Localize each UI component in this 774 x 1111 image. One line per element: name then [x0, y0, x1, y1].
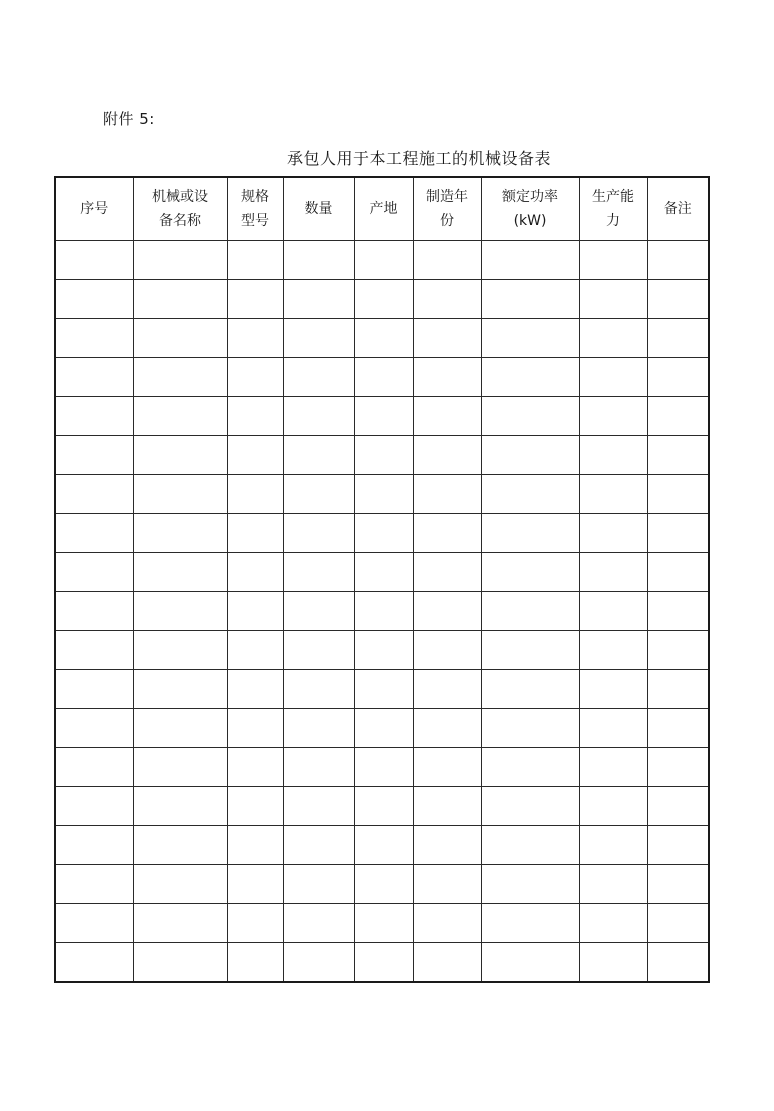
table-cell[interactable]	[579, 670, 647, 709]
table-cell[interactable]	[413, 943, 481, 983]
table-cell[interactable]	[133, 436, 227, 475]
table-cell[interactable]	[413, 787, 481, 826]
table-cell[interactable]	[354, 631, 413, 670]
header-remarks	[647, 177, 709, 241]
table-cell[interactable]	[579, 553, 647, 592]
table-cell[interactable]	[579, 475, 647, 514]
table-row	[55, 358, 709, 397]
table-cell[interactable]	[413, 397, 481, 436]
table-cell[interactable]	[133, 787, 227, 826]
header-equipment-name	[133, 177, 227, 241]
attachment-label: 附件 5:	[103, 110, 155, 128]
header-line: 份	[440, 213, 454, 229]
table-row	[55, 319, 709, 358]
table-cell[interactable]	[354, 319, 413, 358]
table-cell[interactable]	[133, 280, 227, 319]
table-row	[55, 397, 709, 436]
table-cell[interactable]	[579, 319, 647, 358]
table-cell[interactable]	[481, 592, 579, 631]
table-cell[interactable]	[283, 553, 354, 592]
equipment-table	[54, 176, 710, 983]
header-line: 规格	[241, 189, 269, 205]
header-origin	[354, 177, 413, 241]
table-cell[interactable]	[647, 358, 709, 397]
table-cell[interactable]	[55, 865, 133, 904]
table-cell[interactable]	[413, 865, 481, 904]
table-cell[interactable]	[413, 670, 481, 709]
table-cell[interactable]	[133, 943, 227, 983]
table-cell[interactable]	[579, 943, 647, 983]
table-cell[interactable]	[227, 631, 283, 670]
table-cell[interactable]	[413, 319, 481, 358]
table-cell[interactable]	[133, 631, 227, 670]
table-cell[interactable]	[481, 826, 579, 865]
table-cell[interactable]	[579, 709, 647, 748]
table-cell[interactable]	[55, 436, 133, 475]
table-cell[interactable]	[647, 592, 709, 631]
table-row	[55, 904, 709, 943]
table-cell[interactable]	[283, 592, 354, 631]
table-cell[interactable]	[283, 631, 354, 670]
table-cell[interactable]	[481, 514, 579, 553]
table-cell[interactable]	[481, 319, 579, 358]
table-cell[interactable]	[283, 475, 354, 514]
table-cell[interactable]	[354, 358, 413, 397]
table-cell[interactable]	[354, 397, 413, 436]
table-cell[interactable]	[413, 280, 481, 319]
table-cell[interactable]	[283, 397, 354, 436]
table-cell[interactable]	[354, 709, 413, 748]
table-cell[interactable]	[55, 397, 133, 436]
table-row	[55, 280, 709, 319]
table-cell[interactable]	[55, 553, 133, 592]
table-cell[interactable]	[283, 826, 354, 865]
table-cell[interactable]	[227, 436, 283, 475]
table-cell[interactable]	[413, 241, 481, 280]
table-cell[interactable]	[133, 709, 227, 748]
header-line: (kW)	[513, 213, 547, 229]
table-cell[interactable]	[227, 748, 283, 787]
table-cell[interactable]	[55, 943, 133, 983]
table-cell[interactable]	[354, 280, 413, 319]
table-cell[interactable]	[579, 592, 647, 631]
table-cell[interactable]	[481, 358, 579, 397]
header-line: 力	[606, 213, 620, 229]
table-cell[interactable]	[481, 865, 579, 904]
table-cell[interactable]	[55, 631, 133, 670]
table-cell[interactable]	[354, 865, 413, 904]
header-line: 产地	[369, 201, 398, 217]
table-cell[interactable]	[133, 670, 227, 709]
table-cell[interactable]	[227, 241, 283, 280]
table-body	[55, 241, 709, 983]
header-serial-number	[55, 177, 133, 241]
table-cell[interactable]	[55, 787, 133, 826]
header-line: 数量	[304, 201, 333, 217]
table-cell[interactable]	[354, 826, 413, 865]
table-cell[interactable]	[481, 241, 579, 280]
header-line: 备注	[663, 201, 692, 217]
table-cell[interactable]	[133, 358, 227, 397]
table-cell[interactable]	[579, 241, 647, 280]
table-row	[55, 514, 709, 553]
table-cell[interactable]	[647, 904, 709, 943]
header-line: 生产能	[592, 189, 634, 205]
table-cell[interactable]	[647, 319, 709, 358]
table-cell[interactable]	[579, 280, 647, 319]
table-cell[interactable]	[283, 943, 354, 983]
table-cell[interactable]	[283, 319, 354, 358]
table-cell[interactable]	[55, 514, 133, 553]
table-cell[interactable]	[55, 280, 133, 319]
table-cell[interactable]	[227, 358, 283, 397]
table-cell[interactable]	[354, 436, 413, 475]
table-cell[interactable]	[283, 904, 354, 943]
table-cell[interactable]	[133, 241, 227, 280]
table-cell[interactable]	[579, 397, 647, 436]
header-manufacture-year	[413, 177, 481, 241]
header-line: 序号	[80, 201, 109, 217]
table-cell[interactable]	[133, 514, 227, 553]
table-row	[55, 943, 709, 983]
table-cell[interactable]	[55, 670, 133, 709]
table-cell[interactable]	[227, 787, 283, 826]
header-spec-model	[227, 177, 283, 241]
table-cell[interactable]	[354, 787, 413, 826]
table-cell[interactable]	[55, 904, 133, 943]
table-cell[interactable]	[55, 709, 133, 748]
table-cell[interactable]	[647, 865, 709, 904]
table-cell[interactable]	[579, 826, 647, 865]
table-cell[interactable]	[283, 787, 354, 826]
table-cell[interactable]	[413, 475, 481, 514]
table-cell[interactable]	[579, 748, 647, 787]
table-cell[interactable]	[133, 904, 227, 943]
table-cell[interactable]	[413, 358, 481, 397]
table-cell[interactable]	[354, 241, 413, 280]
table-cell[interactable]	[283, 358, 354, 397]
table-cell[interactable]	[413, 826, 481, 865]
table-cell[interactable]	[647, 748, 709, 787]
table-cell[interactable]	[354, 592, 413, 631]
table-cell[interactable]	[133, 748, 227, 787]
table-cell[interactable]	[413, 748, 481, 787]
table-cell[interactable]	[283, 709, 354, 748]
table-cell[interactable]	[481, 943, 579, 983]
table-cell[interactable]	[354, 943, 413, 983]
table-cell[interactable]	[133, 397, 227, 436]
table-cell[interactable]	[481, 397, 579, 436]
table-cell[interactable]	[283, 280, 354, 319]
table-cell[interactable]	[227, 514, 283, 553]
table-cell[interactable]	[55, 475, 133, 514]
table-cell[interactable]	[481, 904, 579, 943]
table-row	[55, 631, 709, 670]
table-cell[interactable]	[481, 436, 579, 475]
table-cell[interactable]	[227, 865, 283, 904]
table-row	[55, 709, 709, 748]
table-cell[interactable]	[647, 670, 709, 709]
table-cell[interactable]	[227, 670, 283, 709]
table-cell[interactable]	[227, 592, 283, 631]
table-cell[interactable]	[133, 553, 227, 592]
table-cell[interactable]	[413, 904, 481, 943]
table-cell[interactable]	[354, 748, 413, 787]
table-row	[55, 670, 709, 709]
table-cell[interactable]	[413, 631, 481, 670]
header-line: 备名称	[159, 213, 201, 229]
table-cell[interactable]	[647, 787, 709, 826]
table-cell[interactable]	[227, 319, 283, 358]
table-cell[interactable]	[283, 670, 354, 709]
table-row	[55, 592, 709, 631]
table-cell[interactable]	[481, 748, 579, 787]
table-cell[interactable]	[579, 631, 647, 670]
table-cell[interactable]	[579, 514, 647, 553]
table-cell[interactable]	[227, 553, 283, 592]
header-quantity	[283, 177, 354, 241]
table-cell[interactable]	[55, 826, 133, 865]
header-line: 额定功率	[502, 189, 558, 205]
table-cell[interactable]	[413, 514, 481, 553]
table-cell[interactable]	[413, 592, 481, 631]
table-cell[interactable]	[579, 787, 647, 826]
table-cell[interactable]	[227, 943, 283, 983]
table-row	[55, 748, 709, 787]
table-cell[interactable]	[647, 436, 709, 475]
table-cell[interactable]	[647, 631, 709, 670]
table-cell[interactable]	[579, 358, 647, 397]
table-cell[interactable]	[579, 865, 647, 904]
table-cell[interactable]	[133, 592, 227, 631]
table-cell[interactable]	[283, 748, 354, 787]
table-row	[55, 553, 709, 592]
table-cell[interactable]	[283, 241, 354, 280]
table-row	[55, 475, 709, 514]
table-cell[interactable]	[354, 514, 413, 553]
table-cell[interactable]	[647, 553, 709, 592]
table-cell[interactable]	[55, 592, 133, 631]
header-line: 机械或设	[152, 189, 208, 205]
table-cell[interactable]	[481, 631, 579, 670]
table-cell[interactable]	[481, 475, 579, 514]
table-cell[interactable]	[55, 241, 133, 280]
header-row	[55, 177, 709, 241]
table-cell[interactable]	[283, 865, 354, 904]
table-cell[interactable]	[647, 514, 709, 553]
table-cell[interactable]	[55, 319, 133, 358]
header-rated-power	[481, 177, 579, 241]
equipment-table-container	[54, 176, 708, 982]
table-cell[interactable]	[227, 826, 283, 865]
table-cell[interactable]	[413, 709, 481, 748]
table-cell[interactable]	[481, 670, 579, 709]
table-row	[55, 826, 709, 865]
table-cell[interactable]	[647, 943, 709, 983]
table-cell[interactable]	[227, 709, 283, 748]
table-cell[interactable]	[579, 436, 647, 475]
header-production-capacity	[579, 177, 647, 241]
header-line: 型号	[241, 213, 269, 229]
table-cell[interactable]	[227, 280, 283, 319]
table-cell[interactable]	[133, 826, 227, 865]
table-cell[interactable]	[647, 709, 709, 748]
table-cell[interactable]	[647, 241, 709, 280]
table-cell[interactable]	[413, 553, 481, 592]
table-cell[interactable]	[354, 904, 413, 943]
table-cell[interactable]	[354, 475, 413, 514]
table-row	[55, 865, 709, 904]
table-cell[interactable]	[413, 436, 481, 475]
table-cell[interactable]	[133, 319, 227, 358]
table-cell[interactable]	[647, 826, 709, 865]
table-cell[interactable]	[354, 553, 413, 592]
table-cell[interactable]	[227, 904, 283, 943]
table-cell[interactable]	[579, 904, 647, 943]
table-cell[interactable]	[227, 397, 283, 436]
table-cell[interactable]	[647, 280, 709, 319]
table-cell[interactable]	[481, 709, 579, 748]
table-cell[interactable]	[227, 475, 283, 514]
header-line: 制造年	[426, 189, 468, 205]
table-cell[interactable]	[481, 553, 579, 592]
table-cell[interactable]	[55, 358, 133, 397]
table-row	[55, 436, 709, 475]
table-cell[interactable]	[283, 436, 354, 475]
table-cell[interactable]	[647, 397, 709, 436]
table-row	[55, 241, 709, 280]
table-cell[interactable]	[481, 280, 579, 319]
table-row	[55, 787, 709, 826]
table-cell[interactable]	[647, 475, 709, 514]
document-title: 承包人用于本工程施工的机械设备表	[286, 149, 551, 168]
table-cell[interactable]	[55, 748, 133, 787]
table-cell[interactable]	[283, 514, 354, 553]
table-cell[interactable]	[133, 865, 227, 904]
table-cell[interactable]	[354, 670, 413, 709]
table-cell[interactable]	[133, 475, 227, 514]
table-cell[interactable]	[481, 787, 579, 826]
